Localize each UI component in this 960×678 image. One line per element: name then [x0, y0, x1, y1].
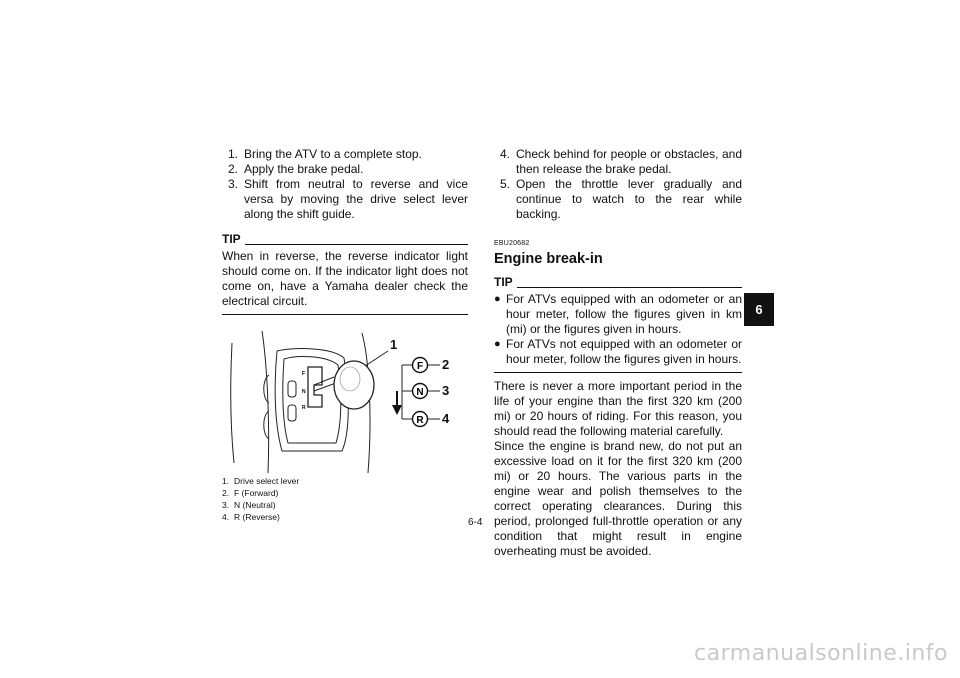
circle-letter-r: R	[416, 415, 424, 426]
step-item: 5. Open the throttle lever gradually and continue to watch to the rear while backing.	[500, 177, 742, 221]
step-item: 3. Shift from neutral to reverse and vice versa by moving the drive select lever along the shift guide.	[228, 177, 468, 221]
gate-letter-n: N	[302, 389, 306, 395]
lever-illustration	[222, 323, 468, 473]
callout-1: 1	[390, 337, 398, 352]
chapter-tab: 6	[744, 293, 774, 326]
tip-rule	[245, 244, 468, 245]
callout-3: 3	[442, 383, 450, 398]
figure-legend	[222, 475, 468, 523]
bullet-item: ● For ATVs equipped with an odometer or an hour meter, follow the figures given in km (mi) or the figures given in hours.	[494, 292, 742, 336]
gate-letter-f: F	[302, 371, 306, 377]
tip-end-rule	[222, 314, 468, 315]
bullet-icon: ●	[494, 338, 501, 350]
section-heading: Engine break-in	[494, 251, 603, 267]
step-item: 1. Bring the ATV to a complete stop.	[228, 147, 422, 161]
body-text	[494, 379, 742, 559]
paragraph: Since the engine is brand new, do not put an excessive load on it for the first 320 km (200 mi) or 20 hours. The various parts in the engine wear and polish themselves to the correct operating clearances. During this period, prolonged full-throttle operation or any condition that might result in engine overheating must be avoided.	[494, 439, 742, 558]
tip-heading: TIP	[494, 275, 742, 290]
tip-end-rule	[494, 372, 742, 373]
section-code: EBU20682	[494, 240, 530, 247]
steps-list-left	[222, 147, 468, 222]
tip-text: When in reverse, the reverse indicator light should come on. If the indicator light does not come on, have a Yamaha dealer check the electrical circuit.	[222, 249, 468, 308]
right-column	[494, 147, 742, 559]
tip-rule	[517, 287, 742, 288]
legend-item: 4. R (Reverse)	[222, 512, 280, 522]
callout-2: 2	[442, 357, 450, 372]
tip-heading: TIP	[222, 232, 468, 247]
step-item: 4. Check behind for people or obstacles, and then release the brake pedal.	[500, 147, 742, 176]
legend-item: 1. Drive select lever	[222, 476, 300, 486]
gate-letter-r: R	[302, 405, 306, 411]
circle-letter-f: F	[416, 361, 424, 372]
page-number: 6-4	[468, 517, 483, 528]
drive-select-lever-figure	[222, 323, 468, 473]
left-column	[222, 147, 468, 523]
steps-list-right	[494, 147, 742, 222]
legend-item: 3. N (Neutral)	[222, 500, 276, 510]
paragraph: There is never a more important period in the life of your engine than the first 320 km (200 mi) or 20 hours of riding. For this reason, you should read the following material carefully.	[494, 379, 742, 438]
bullet-item: ● For ATVs not equipped with an odometer or hour meter, follow the figures given in hours.	[494, 337, 742, 366]
watermark: carmanualsonline.info	[694, 641, 948, 666]
bullet-icon: ●	[494, 293, 501, 305]
tip-bullets	[494, 292, 742, 367]
callout-4: 4	[442, 411, 450, 426]
legend-item: 2. F (Forward)	[222, 488, 279, 498]
circle-letter-n: N	[416, 387, 424, 398]
reverse-arrow-icon	[392, 405, 402, 415]
step-item: 2. Apply the brake pedal.	[228, 162, 364, 176]
